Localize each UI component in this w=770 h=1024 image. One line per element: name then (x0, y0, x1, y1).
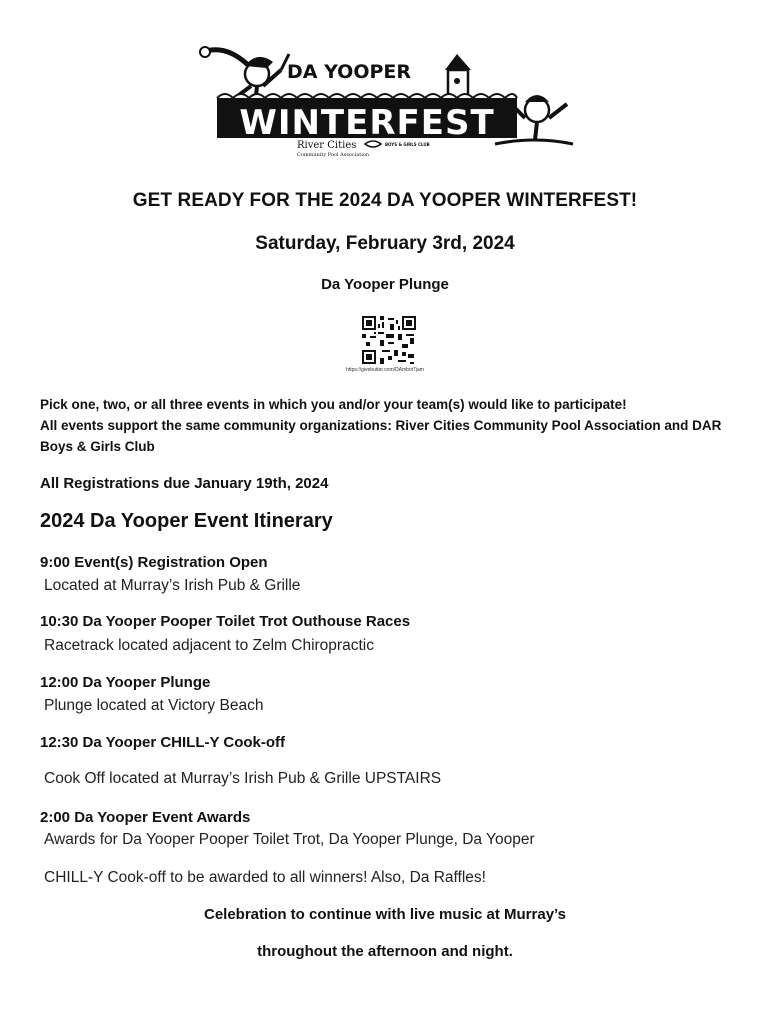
logo-title-small: DA YOOPER (287, 61, 412, 83)
event-description-continued: CHILL-Y Cook-off to be awarded to all winners! Also, Da Raffles! (44, 869, 486, 886)
intro-beneficiaries: All events support the same community organizations: River Cities Community Pool Association and DAR Boys & Girls Club (40, 418, 722, 454)
event-time: 12:30 Da Yooper CHILL-Y Cook-off (40, 734, 286, 751)
event-time: 9:00 Event(s) Registration Open (40, 554, 268, 571)
itinerary-title: 2024 Da Yooper Event Itinerary (40, 510, 333, 532)
event-description: Cook Off located at Murray’s Irish Pub & Grille UPSTAIRS (44, 770, 442, 787)
event-time: 12:00 Da Yooper Plunge (40, 674, 211, 691)
event-description: Located at Murray’s Irish Pub & Grille (44, 577, 301, 594)
event-date: Saturday, February 3rd, 2024 (255, 233, 515, 254)
qr-url[interactable]: https://givebutter.com/DAmbot7jam (346, 367, 424, 373)
intro-participation: Pick one, two, or all three events in which you and/or your team(s) would like to participate! (40, 397, 627, 412)
sponsor-river-cities: River Cities (297, 140, 357, 151)
logo-title-big: WINTERFEST (239, 103, 495, 143)
event-description: Plunge located at Victory Beach (44, 697, 264, 714)
plunge-label: Da Yooper Plunge (321, 276, 449, 293)
event-time: 2:00 Da Yooper Event Awards (40, 809, 251, 826)
qr-code[interactable] (360, 314, 418, 366)
registration-deadline: All Registrations due January 19th, 2024 (40, 475, 329, 492)
winterfest-logo (195, 40, 575, 160)
sponsor-river-cities-sub: Community Pool Association (297, 152, 370, 158)
footer-line-1: Celebration to continue with live music at Murray’s (203, 906, 566, 923)
outhouse-icon (445, 54, 471, 98)
page-headline: GET READY FOR THE 2024 DA YOOPER WINTERFEST! (132, 190, 638, 211)
sponsor-bgc: BOYS & GIRLS CLUB (385, 142, 430, 147)
event-description: Racetrack located adjacent to Zelm Chiropractic (44, 637, 374, 654)
footer-line-2: throughout the afternoon and night. (257, 943, 513, 960)
event-description: Awards for Da Yooper Pooper Toilet Trot, Da Yooper Plunge, Da Yooper (44, 831, 535, 848)
event-time: 10:30 Da Yooper Pooper Toilet Trot Outhouse Races (40, 613, 411, 630)
